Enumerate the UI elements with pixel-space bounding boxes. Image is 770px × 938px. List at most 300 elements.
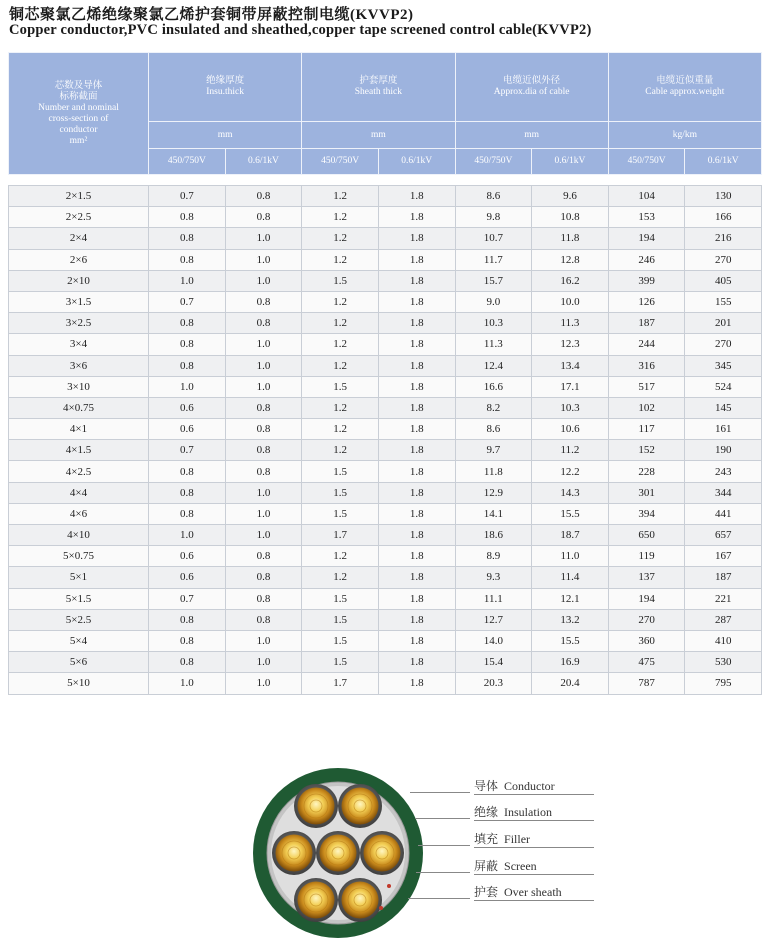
value-cell: 1.8 <box>378 503 455 524</box>
value-cell: 14.3 <box>532 482 609 503</box>
legend-underline <box>474 900 594 901</box>
spec-cell: 4×10 <box>9 525 149 546</box>
table-row <box>9 207 762 228</box>
value-cell: 1.2 <box>302 207 379 228</box>
value-cell: 0.7 <box>149 291 226 312</box>
value-cell: 15.7 <box>455 270 532 291</box>
value-cell: 1.0 <box>149 376 226 397</box>
value-cell: 8.6 <box>455 186 532 207</box>
value-cell: 0.8 <box>225 397 302 418</box>
spec-cell: 4×6 <box>9 503 149 524</box>
table-row <box>9 461 762 482</box>
spec-cell: 5×6 <box>9 652 149 673</box>
value-cell: 190 <box>685 440 762 461</box>
spec-cell: 5×10 <box>9 673 149 694</box>
spec-cell: 3×10 <box>9 376 149 397</box>
table-row <box>9 503 762 524</box>
cable-cross-section <box>253 768 423 938</box>
value-cell: 153 <box>608 207 685 228</box>
value-cell: 399 <box>608 270 685 291</box>
value-cell: 117 <box>608 419 685 440</box>
value-cell: 12.7 <box>455 609 532 630</box>
value-cell: 8.2 <box>455 397 532 418</box>
value-cell: 12.2 <box>532 461 609 482</box>
value-cell: 1.8 <box>378 630 455 651</box>
value-cell: 1.0 <box>225 249 302 270</box>
legend-item-screen <box>474 857 537 874</box>
value-cell: 0.8 <box>225 291 302 312</box>
value-cell: 0.8 <box>149 609 226 630</box>
value-cell: 119 <box>608 546 685 567</box>
group-header-insulation <box>149 53 302 122</box>
value-cell: 10.3 <box>455 313 532 334</box>
value-cell: 287 <box>685 609 762 630</box>
value-cell: 13.2 <box>532 609 609 630</box>
value-cell: 0.8 <box>149 334 226 355</box>
value-cell: 345 <box>685 355 762 376</box>
value-cell: 1.8 <box>378 546 455 567</box>
value-cell: 11.1 <box>455 588 532 609</box>
value-cell: 787 <box>608 673 685 694</box>
value-cell: 155 <box>685 291 762 312</box>
value-cell: 16.2 <box>532 270 609 291</box>
value-cell: 1.0 <box>225 334 302 355</box>
value-cell: 1.8 <box>378 588 455 609</box>
table-row <box>9 249 762 270</box>
voltage-cell: 0.6/1kV <box>685 149 762 175</box>
legend-en: Screen <box>504 859 537 873</box>
value-cell: 9.7 <box>455 440 532 461</box>
spec-header-en: Number and nominal cross-section of conductor <box>38 103 119 135</box>
value-cell: 0.7 <box>149 440 226 461</box>
value-cell: 11.7 <box>455 249 532 270</box>
value-cell: 1.8 <box>378 673 455 694</box>
value-cell: 0.8 <box>149 313 226 334</box>
voltage-cell: 0.6/1kV <box>532 149 609 175</box>
value-cell: 0.8 <box>225 440 302 461</box>
table-row <box>9 609 762 630</box>
legend-leader-line <box>418 845 470 846</box>
value-cell: 9.8 <box>455 207 532 228</box>
value-cell: 15.5 <box>532 503 609 524</box>
group-en: Sheath thick <box>354 87 402 97</box>
value-cell: 11.3 <box>455 334 532 355</box>
value-cell: 11.3 <box>532 313 609 334</box>
value-cell: 1.0 <box>225 376 302 397</box>
table-row <box>9 588 762 609</box>
legend-en: Filler <box>504 832 531 846</box>
legend-underline <box>474 820 594 821</box>
table-row <box>9 546 762 567</box>
spec-cell: 2×6 <box>9 249 149 270</box>
spec-cell: 5×2.5 <box>9 609 149 630</box>
marker-dot <box>379 906 383 910</box>
value-cell: 0.8 <box>149 228 226 249</box>
value-cell: 9.0 <box>455 291 532 312</box>
value-cell: 1.8 <box>378 270 455 291</box>
table-body <box>9 175 762 695</box>
legend-item-conductor <box>474 777 555 794</box>
value-cell: 1.0 <box>149 270 226 291</box>
conductor-core <box>276 835 313 872</box>
spec-cell: 2×2.5 <box>9 207 149 228</box>
value-cell: 216 <box>685 228 762 249</box>
group-header-sheath <box>302 53 455 122</box>
value-cell: 1.8 <box>378 461 455 482</box>
voltage-cell: 450/750V <box>608 149 685 175</box>
value-cell: 1.0 <box>225 270 302 291</box>
group-header-weight <box>608 53 761 122</box>
value-cell: 530 <box>685 652 762 673</box>
value-cell: 246 <box>608 249 685 270</box>
group-en: Approx.dia of cable <box>493 87 570 97</box>
spec-table <box>8 52 762 695</box>
value-cell: 1.8 <box>378 228 455 249</box>
group-cn: 护套厚度 <box>359 76 398 86</box>
value-cell: 13.4 <box>532 355 609 376</box>
value-cell: 270 <box>685 249 762 270</box>
voltage-cell: 0.6/1kV <box>225 149 302 175</box>
conductor-core <box>320 835 357 872</box>
value-cell: 1.8 <box>378 186 455 207</box>
legend-cn: 绝缘 <box>474 805 499 819</box>
value-cell: 1.5 <box>302 630 379 651</box>
value-cell: 130 <box>685 186 762 207</box>
value-cell: 650 <box>608 525 685 546</box>
value-cell: 1.0 <box>225 355 302 376</box>
voltage-cell: 450/750V <box>455 149 532 175</box>
value-cell: 12.1 <box>532 588 609 609</box>
value-cell: 1.0 <box>225 482 302 503</box>
value-cell: 11.4 <box>532 567 609 588</box>
value-cell: 1.2 <box>302 334 379 355</box>
table-row <box>9 355 762 376</box>
value-cell: 0.8 <box>225 546 302 567</box>
value-cell: 0.8 <box>225 567 302 588</box>
value-cell: 166 <box>685 207 762 228</box>
group-en: Cable approx.weight <box>645 87 725 97</box>
page-title-en: Copper conductor,PVC insulated and sheathed,copper tape screened control cable(KVVP2) <box>9 22 592 38</box>
value-cell: 0.8 <box>149 249 226 270</box>
page-title-cn: 铜芯聚氯乙烯绝缘聚氯乙烯护套铜带屏蔽控制电缆(KVVP2) <box>9 7 414 23</box>
spec-cell: 5×1 <box>9 567 149 588</box>
value-cell: 15.5 <box>532 630 609 651</box>
value-cell: 1.0 <box>225 503 302 524</box>
table-row <box>9 397 762 418</box>
spec-cell: 4×0.75 <box>9 397 149 418</box>
value-cell: 0.8 <box>225 588 302 609</box>
value-cell: 0.8 <box>225 207 302 228</box>
legend-underline <box>474 847 594 848</box>
table-row <box>9 630 762 651</box>
legend-leader-line <box>416 872 470 873</box>
spec-cell: 3×1.5 <box>9 291 149 312</box>
table-row <box>9 186 762 207</box>
value-cell: 11.8 <box>532 228 609 249</box>
spec-cell: 3×4 <box>9 334 149 355</box>
value-cell: 228 <box>608 461 685 482</box>
value-cell: 1.5 <box>302 461 379 482</box>
value-cell: 517 <box>608 376 685 397</box>
table-row <box>9 270 762 291</box>
header-gap <box>9 175 762 186</box>
value-cell: 10.0 <box>532 291 609 312</box>
value-cell: 1.2 <box>302 249 379 270</box>
value-cell: 657 <box>685 525 762 546</box>
legend-item-filler <box>474 830 530 847</box>
value-cell: 1.5 <box>302 503 379 524</box>
marker-dot <box>387 884 391 888</box>
value-cell: 1.8 <box>378 609 455 630</box>
spec-cell: 3×2.5 <box>9 313 149 334</box>
value-cell: 243 <box>685 461 762 482</box>
value-cell: 10.8 <box>532 207 609 228</box>
table-row <box>9 482 762 503</box>
value-cell: 0.8 <box>149 652 226 673</box>
conductor-core <box>342 882 379 919</box>
value-cell: 12.3 <box>532 334 609 355</box>
value-cell: 1.8 <box>378 419 455 440</box>
value-cell: 1.8 <box>378 567 455 588</box>
table-row <box>9 313 762 334</box>
unit-cell: kg/km <box>608 122 761 149</box>
value-cell: 524 <box>685 376 762 397</box>
value-cell: 0.6 <box>149 567 226 588</box>
conductor-core <box>298 788 335 825</box>
value-cell: 20.4 <box>532 673 609 694</box>
value-cell: 8.9 <box>455 546 532 567</box>
spec-cell: 3×6 <box>9 355 149 376</box>
value-cell: 1.2 <box>302 419 379 440</box>
legend-underline <box>474 874 594 875</box>
value-cell: 0.8 <box>225 461 302 482</box>
value-cell: 1.8 <box>378 249 455 270</box>
value-cell: 0.7 <box>149 588 226 609</box>
legend-leader-line <box>415 818 470 819</box>
value-cell: 360 <box>608 630 685 651</box>
value-cell: 11.0 <box>532 546 609 567</box>
value-cell: 1.5 <box>302 376 379 397</box>
value-cell: 9.6 <box>532 186 609 207</box>
value-cell: 1.8 <box>378 482 455 503</box>
spec-cell: 2×10 <box>9 270 149 291</box>
value-cell: 1.2 <box>302 228 379 249</box>
value-cell: 1.2 <box>302 567 379 588</box>
value-cell: 16.6 <box>455 376 532 397</box>
value-cell: 16.9 <box>532 652 609 673</box>
value-cell: 10.3 <box>532 397 609 418</box>
value-cell: 344 <box>685 482 762 503</box>
legend-underline <box>474 794 594 795</box>
unit-cell: mm <box>302 122 455 149</box>
value-cell: 102 <box>608 397 685 418</box>
value-cell: 187 <box>608 313 685 334</box>
table-row <box>9 376 762 397</box>
unit-cell: mm <box>149 122 302 149</box>
legend-cn: 护套 <box>474 885 499 899</box>
spec-header-cn-1: 芯数及导体 <box>54 81 103 91</box>
value-cell: 795 <box>685 673 762 694</box>
value-cell: 1.2 <box>302 186 379 207</box>
value-cell: 12.4 <box>455 355 532 376</box>
value-cell: 1.2 <box>302 313 379 334</box>
legend-cn: 屏蔽 <box>474 859 499 873</box>
value-cell: 187 <box>685 567 762 588</box>
value-cell: 1.8 <box>378 652 455 673</box>
value-cell: 0.8 <box>149 461 226 482</box>
value-cell: 1.2 <box>302 546 379 567</box>
table-row <box>9 291 762 312</box>
legend-en: Insulation <box>504 805 553 819</box>
value-cell: 1.0 <box>225 630 302 651</box>
value-cell: 1.8 <box>378 334 455 355</box>
value-cell: 1.2 <box>302 440 379 461</box>
value-cell: 1.0 <box>225 228 302 249</box>
value-cell: 1.8 <box>378 355 455 376</box>
group-en: Insu.thick <box>206 87 244 97</box>
table-row <box>9 673 762 694</box>
value-cell: 0.8 <box>225 609 302 630</box>
value-cell: 270 <box>685 334 762 355</box>
value-cell: 10.7 <box>455 228 532 249</box>
spec-cell: 4×2.5 <box>9 461 149 482</box>
spec-cell: 5×0.75 <box>9 546 149 567</box>
value-cell: 1.5 <box>302 652 379 673</box>
spec-cell: 2×4 <box>9 228 149 249</box>
value-cell: 126 <box>608 291 685 312</box>
value-cell: 1.8 <box>378 376 455 397</box>
value-cell: 18.7 <box>532 525 609 546</box>
value-cell: 12.9 <box>455 482 532 503</box>
value-cell: 15.4 <box>455 652 532 673</box>
value-cell: 1.8 <box>378 525 455 546</box>
spec-cell: 2×1.5 <box>9 186 149 207</box>
value-cell: 14.1 <box>455 503 532 524</box>
value-cell: 1.8 <box>378 313 455 334</box>
conductor-core <box>298 882 335 919</box>
value-cell: 1.5 <box>302 609 379 630</box>
group-header-diameter <box>455 53 608 122</box>
value-cell: 221 <box>685 588 762 609</box>
value-cell: 0.8 <box>149 355 226 376</box>
legend-en: Conductor <box>504 779 555 793</box>
voltage-cell: 0.6/1kV <box>378 149 455 175</box>
value-cell: 0.8 <box>149 207 226 228</box>
value-cell: 0.8 <box>225 313 302 334</box>
value-cell: 1.2 <box>302 397 379 418</box>
value-cell: 152 <box>608 440 685 461</box>
value-cell: 1.5 <box>302 588 379 609</box>
spec-header <box>9 53 149 175</box>
value-cell: 1.2 <box>302 291 379 312</box>
value-cell: 1.7 <box>302 673 379 694</box>
group-cn: 绝缘厚度 <box>206 76 245 86</box>
value-cell: 201 <box>685 313 762 334</box>
value-cell: 1.8 <box>378 207 455 228</box>
value-cell: 194 <box>608 228 685 249</box>
value-cell: 12.8 <box>532 249 609 270</box>
value-cell: 316 <box>608 355 685 376</box>
voltage-cell: 450/750V <box>302 149 379 175</box>
spec-cell: 4×1 <box>9 419 149 440</box>
value-cell: 0.8 <box>149 503 226 524</box>
value-cell: 405 <box>685 270 762 291</box>
unit-cell: mm <box>455 122 608 149</box>
table-row <box>9 228 762 249</box>
spec-cell: 5×1.5 <box>9 588 149 609</box>
value-cell: 1.8 <box>378 291 455 312</box>
value-cell: 1.0 <box>149 673 226 694</box>
value-cell: 301 <box>608 482 685 503</box>
table-row <box>9 419 762 440</box>
value-cell: 9.3 <box>455 567 532 588</box>
value-cell: 194 <box>608 588 685 609</box>
value-cell: 10.6 <box>532 419 609 440</box>
conductor-core <box>364 835 401 872</box>
value-cell: 1.5 <box>302 270 379 291</box>
legend-item-over-sheath <box>474 883 562 900</box>
value-cell: 17.1 <box>532 376 609 397</box>
value-cell: 11.8 <box>455 461 532 482</box>
table-row <box>9 334 762 355</box>
conductor-core <box>342 788 379 825</box>
value-cell: 1.7 <box>302 525 379 546</box>
value-cell: 0.8 <box>149 630 226 651</box>
value-cell: 20.3 <box>455 673 532 694</box>
voltage-cell: 450/750V <box>149 149 226 175</box>
table-row <box>9 567 762 588</box>
value-cell: 0.8 <box>149 482 226 503</box>
value-cell: 270 <box>608 609 685 630</box>
value-cell: 475 <box>608 652 685 673</box>
value-cell: 11.2 <box>532 440 609 461</box>
value-cell: 1.0 <box>225 652 302 673</box>
value-cell: 1.0 <box>225 673 302 694</box>
value-cell: 1.5 <box>302 482 379 503</box>
value-cell: 0.6 <box>149 397 226 418</box>
table-row <box>9 652 762 673</box>
value-cell: 0.8 <box>225 186 302 207</box>
value-cell: 145 <box>685 397 762 418</box>
group-cn: 电缆近似重量 <box>656 76 714 86</box>
legend-en: Over sheath <box>504 885 562 899</box>
spec-header-unit: mm² <box>69 136 88 146</box>
value-cell: 410 <box>685 630 762 651</box>
value-cell: 1.0 <box>149 525 226 546</box>
value-cell: 104 <box>608 186 685 207</box>
value-cell: 1.2 <box>302 355 379 376</box>
table-row <box>9 525 762 546</box>
value-cell: 1.8 <box>378 440 455 461</box>
group-cn: 电缆近似外径 <box>503 76 561 86</box>
value-cell: 244 <box>608 334 685 355</box>
value-cell: 161 <box>685 419 762 440</box>
value-cell: 1.8 <box>378 397 455 418</box>
value-cell: 137 <box>608 567 685 588</box>
legend-item-insulation <box>474 803 552 820</box>
value-cell: 0.6 <box>149 419 226 440</box>
spec-cell: 4×4 <box>9 482 149 503</box>
value-cell: 1.0 <box>225 525 302 546</box>
spec-header-cn-2: 标称截面 <box>59 92 98 102</box>
value-cell: 0.6 <box>149 546 226 567</box>
legend-cn: 导体 <box>474 779 499 793</box>
spec-cell: 4×1.5 <box>9 440 149 461</box>
value-cell: 0.8 <box>225 419 302 440</box>
value-cell: 8.6 <box>455 419 532 440</box>
value-cell: 167 <box>685 546 762 567</box>
spec-cell: 5×4 <box>9 630 149 651</box>
